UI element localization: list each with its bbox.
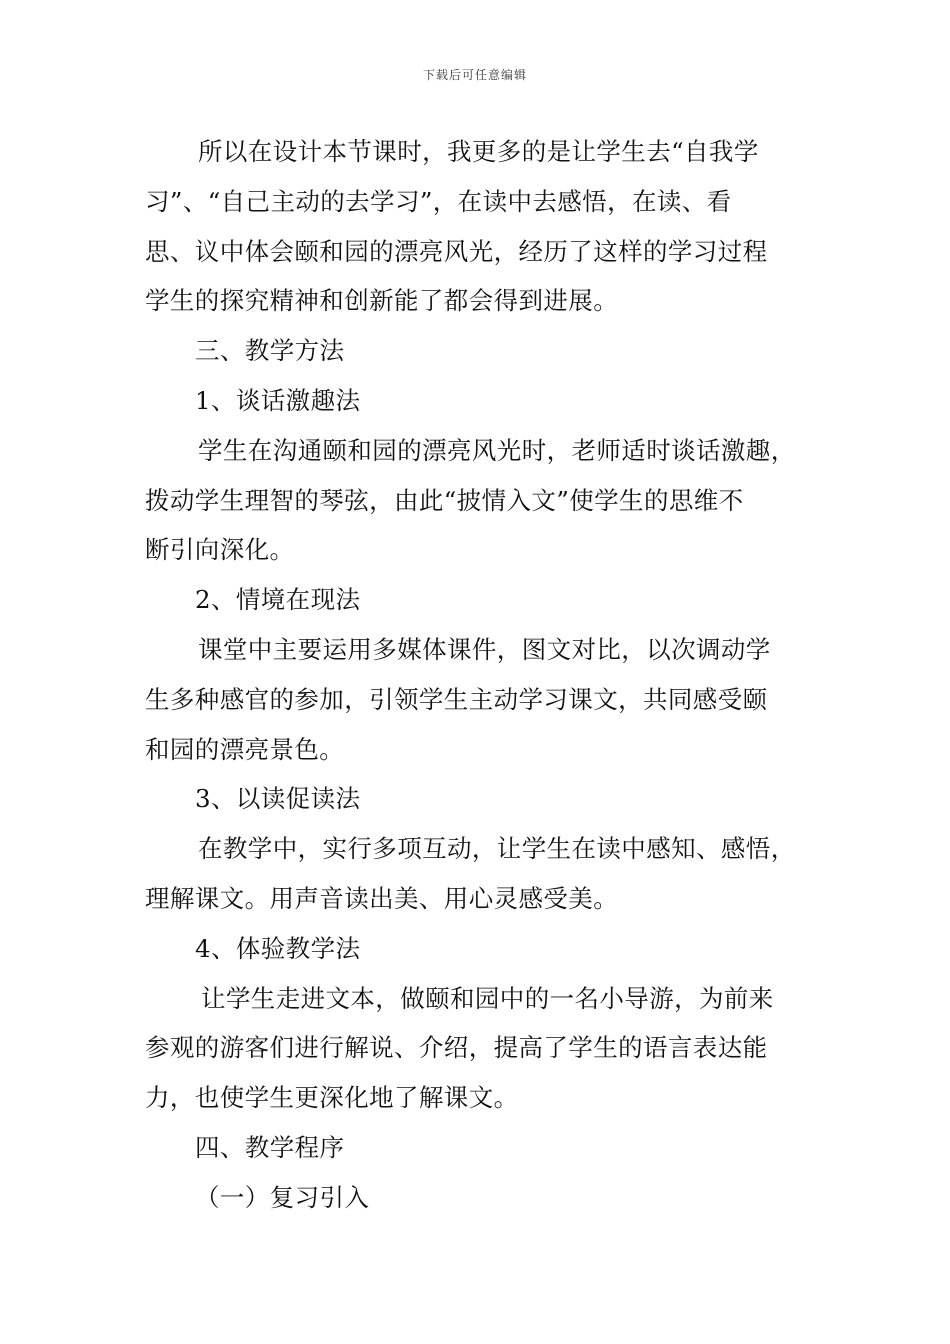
paragraph-line: 力，也使学生更深化地了解课文。 [145, 1083, 519, 1113]
paragraph-line: 所以在设计本节课时，我更多的是让学生去“自我学 [198, 137, 759, 166]
paragraph-line: 拨动学生理智的琴弦，由此“披情入文”使学生的思维不 [145, 485, 744, 515]
subsection-heading: （一）复习引入 [195, 1182, 370, 1212]
paragraph-line: 思、议中体会颐和园的漂亮风光，经历了这样的学习过程 [145, 236, 768, 266]
subsection-heading: 2、情境在现法 [195, 585, 361, 615]
paragraph-line: 习”、“自己主动的去学习”，在读中去感悟，在读、看 [145, 186, 732, 216]
paragraph-line: 理解课文。用声音读出美、用心灵感受美。 [145, 883, 619, 913]
subsection-heading: 1、谈话激趣法 [195, 385, 361, 415]
paragraph-line: 生多种感官的参加，引领学生主动学习课文，共同感受颐 [145, 684, 768, 714]
paragraph-line: 和园的漂亮景色。 [145, 734, 345, 764]
section-heading: 三、教学方法 [195, 336, 345, 366]
paragraph-line: 学生的探究精神和创新能了都会得到进展。 [145, 286, 619, 316]
paragraph-line: 让学生走进文本，做颐和园中的一名小导游，为前来 [201, 983, 774, 1013]
subsection-heading: 4、体验教学法 [195, 933, 361, 963]
paragraph-line: 课堂中主要运用多媒体课件，图文对比，以次调动学 [198, 634, 771, 664]
section-heading: 四、教学程序 [195, 1132, 345, 1162]
document-body [145, 127, 810, 1223]
paragraph-line: 在教学中，实行多项互动，让学生在读中感知、感悟， [198, 834, 796, 864]
paragraph-line: 断引向深化。 [145, 535, 295, 565]
paragraph-line: 参观的游客们进行解说、介绍，提高了学生的语言表达能 [145, 1033, 768, 1063]
subsection-heading: 3、以读促读法 [195, 784, 361, 814]
paragraph-line: 学生在沟通颐和园的漂亮风光时，老师适时谈话激趣， [198, 435, 796, 465]
page-header-note: 下载后可任意编辑 [422, 68, 527, 82]
